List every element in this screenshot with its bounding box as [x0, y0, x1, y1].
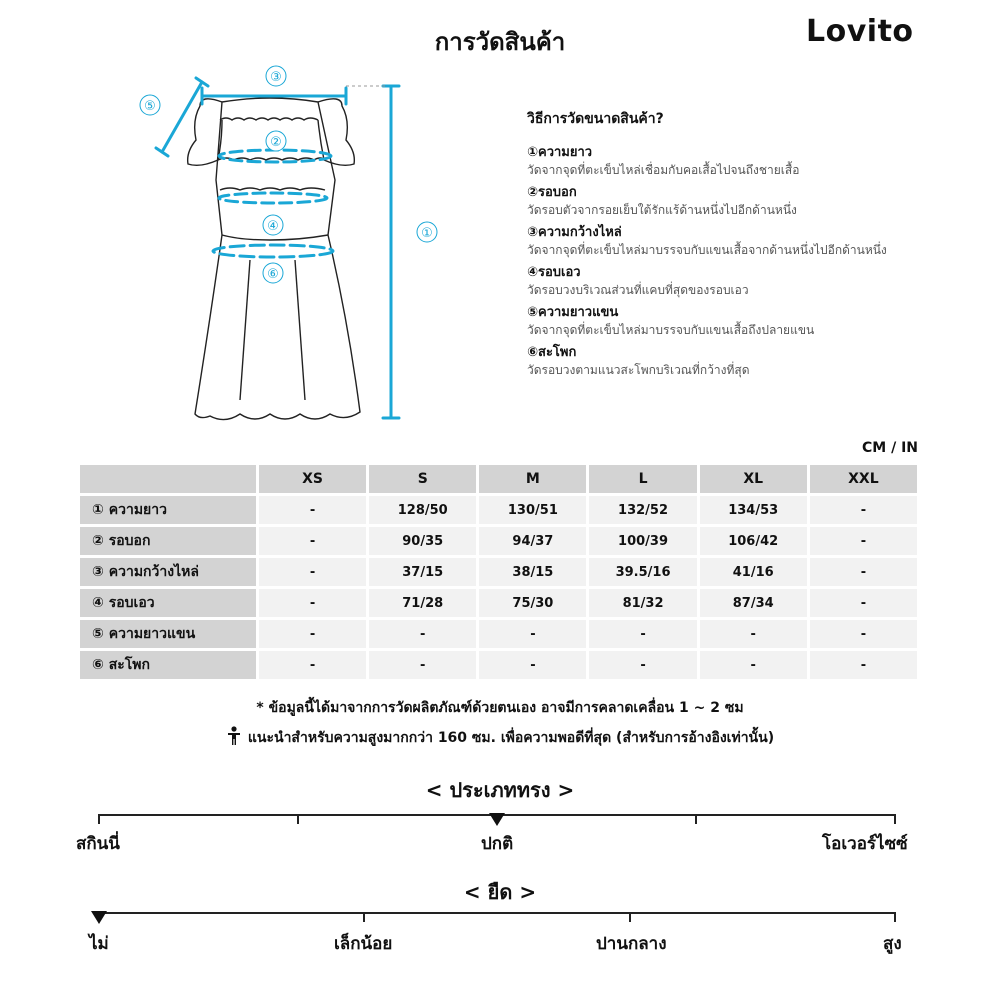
table-cell: -: [700, 620, 807, 648]
row-label: ⑤ ความยาวแขน: [80, 620, 256, 648]
marker-1: ①: [421, 226, 433, 241]
table-cell: -: [259, 589, 366, 617]
table-cell: -: [369, 651, 476, 679]
column-header: XL: [700, 465, 807, 493]
guide-item-desc: วัดรอบตัวจากรอยเย็บใต้รักแร้ด้านหนึ่งไปอีกด้านหนึ่ง: [527, 203, 797, 217]
table-cell: 81/32: [589, 589, 696, 617]
marker-3: ③: [270, 70, 282, 85]
table-cell: 90/35: [369, 527, 476, 555]
hip-line: [213, 245, 333, 257]
table-cell: -: [589, 620, 696, 648]
stretch-scale-label: ปานกลาง: [596, 934, 667, 954]
guide-item-title: ⑥สะโพก: [527, 345, 577, 360]
fit-scale-tick: [297, 814, 299, 824]
table-cell: -: [810, 589, 917, 617]
table-cell: 39.5/16: [589, 558, 696, 586]
guide-item-title: ⑤ความยาวแขน: [527, 305, 619, 320]
guide-item: [527, 304, 947, 339]
guide-item-desc: วัดรอบวงตามแนวสะโพกบริเวณที่กว้างที่สุด: [527, 363, 750, 377]
table-cell: -: [369, 620, 476, 648]
left-sleeve: [188, 99, 222, 166]
guide-item-desc: วัดจากจุดที่ตะเข็บไหล่เชื่อมกับคอเสื้อไปจนถึงชายเสื้อ: [527, 163, 800, 177]
row-label: ⑥ สะโพก: [80, 651, 256, 679]
row-label: ② รอบอก: [80, 527, 256, 555]
table-cell: -: [810, 527, 917, 555]
table-cell: 75/30: [479, 589, 586, 617]
fit-scale-pointer-icon: [489, 813, 505, 827]
table-cell: -: [259, 496, 366, 524]
stretch-scale-pointer-icon: [91, 911, 107, 925]
bust-line: [219, 150, 331, 162]
guide-item: [527, 224, 947, 259]
marker-5: ⑤: [144, 99, 156, 114]
stretch-scale-label: ไม่: [89, 934, 109, 954]
table-cell: 41/16: [700, 558, 807, 586]
table-cell: -: [479, 651, 586, 679]
table-cell: -: [479, 620, 586, 648]
table-cell: 71/28: [369, 589, 476, 617]
column-header: L: [589, 465, 696, 493]
stretch-scale-line: [98, 912, 896, 914]
fit-scale-tick: [98, 814, 100, 824]
unit-label: CM / IN: [862, 440, 918, 456]
table-cell: 132/52: [589, 496, 696, 524]
dress-diagram: [130, 60, 460, 430]
fit-scale-label: ปกติ: [481, 834, 514, 854]
table-corner: [80, 465, 256, 493]
table-cell: -: [700, 651, 807, 679]
guide-item-desc: วัดจากจุดที่ตะเข็บไหล่มาบรรจบกับแขนเสื้อจากด้านหนึ่งไปอีกด้านหนึ่ง: [527, 243, 887, 257]
height-note: [0, 726, 1000, 749]
guide-item: [527, 264, 947, 299]
table-cell: 134/53: [700, 496, 807, 524]
fit-scale-tick: [695, 814, 697, 824]
table-row: [80, 558, 917, 586]
table-cell: -: [810, 496, 917, 524]
guide-item-desc: วัดรอบวงบริเวณส่วนที่แคบที่สุดของรอบเอว: [527, 283, 749, 297]
guide-item-title: ②รอบอก: [527, 185, 577, 200]
table-cell: 130/51: [479, 496, 586, 524]
table-row: [80, 496, 917, 524]
table-cell: -: [589, 651, 696, 679]
row-label: ③ ความกว้างไหล่: [80, 558, 256, 586]
row-label: ① ความยาว: [80, 496, 256, 524]
guide-item-title: ④รอบเอว: [527, 265, 581, 280]
guide-item-desc: วัดจากจุดที่ตะเข็บไหล่มาบรรจบกับแขนเสื้อถึงปลายแขน: [527, 323, 815, 337]
table-cell: -: [259, 620, 366, 648]
table-cell: 100/39: [589, 527, 696, 555]
fit-scale-label: สกินนี่: [76, 834, 120, 854]
table-cell: -: [810, 651, 917, 679]
column-header: XS: [259, 465, 366, 493]
marker-6: ⑥: [267, 267, 279, 282]
row-label: ④ รอบเอว: [80, 589, 256, 617]
size-table: [77, 462, 920, 682]
table-cell: -: [259, 651, 366, 679]
column-header: XXL: [810, 465, 917, 493]
stretch-scale-tick: [629, 912, 631, 922]
table-cell: -: [810, 558, 917, 586]
fit-scale-tick: [894, 814, 896, 824]
table-cell: 38/15: [479, 558, 586, 586]
brand-logo: Lovito: [806, 14, 914, 49]
guide-item: [527, 144, 947, 179]
table-row: [80, 620, 917, 648]
fit-scale-label: โอเวอร์ไซซ์: [822, 834, 908, 854]
marker-4: ④: [267, 219, 279, 234]
waist-line: [219, 193, 327, 203]
column-header: M: [479, 465, 586, 493]
marker-2: ②: [270, 135, 282, 150]
guide-item-title: ③ความกว้างไหล่: [527, 225, 622, 240]
guide-item-title: ①ความยาว: [527, 145, 593, 160]
table-cell: 128/50: [369, 496, 476, 524]
stretch-scale-tick: [894, 912, 896, 922]
stretch-scale-label: เล็กน้อย: [334, 934, 393, 954]
guide-heading: วิธีการวัดขนาดสินค้า?: [527, 111, 664, 127]
table-cell: 37/15: [369, 558, 476, 586]
column-header: S: [369, 465, 476, 493]
stretch-scale-title: < ยืด >: [463, 880, 537, 904]
measurement-note: * ข้อมูลนี้ได้มาจากการวัดผลิตภัณฑ์ด้วยตนเอง อาจมีการคลาดเคลื่อน 1 ~ 2 ซม: [256, 700, 744, 716]
measurement-guide: [527, 108, 947, 384]
table-header-row: [80, 465, 917, 493]
table-row: [80, 527, 917, 555]
height-note-text: แนะนำสำหรับความสูงมากกว่า 160 ซม. เพื่อความพอดีที่สุด (สำหรับการอ้างอิงเท่านั้น): [247, 730, 775, 746]
table-row: [80, 651, 917, 679]
page-title: การวัดสินค้า: [434, 28, 566, 56]
guide-item: [527, 184, 947, 219]
stretch-scale-tick: [363, 912, 365, 922]
table-cell: -: [259, 558, 366, 586]
table-cell: 87/34: [700, 589, 807, 617]
right-sleeve: [318, 99, 354, 166]
guide-item: [527, 344, 947, 379]
person-icon: [226, 726, 242, 746]
table-cell: 94/37: [479, 527, 586, 555]
table-row: [80, 589, 917, 617]
table-cell: -: [259, 527, 366, 555]
table-cell: -: [810, 620, 917, 648]
stretch-scale-label: สูง: [883, 934, 902, 954]
fit-scale-title: < ประเภททรง >: [425, 778, 575, 802]
table-cell: 106/42: [700, 527, 807, 555]
